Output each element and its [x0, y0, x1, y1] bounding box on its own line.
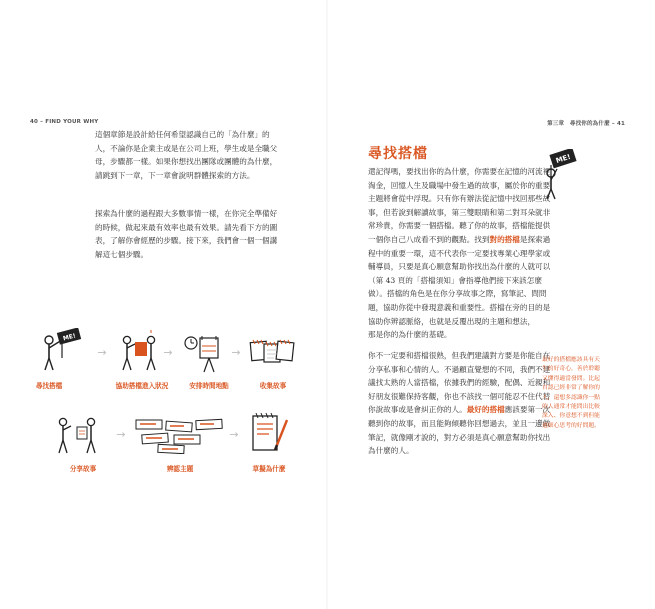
- note-line: 深入、你意想不到但能: [542, 413, 600, 420]
- flow-arrow: →: [229, 428, 239, 441]
- text-line: 解這七個步驟。: [95, 249, 149, 259]
- collect-stories-illustration: [249, 336, 295, 372]
- identify-themes-illustration: [134, 418, 226, 454]
- step-label-find-partner: 尋找搭檔: [35, 382, 63, 390]
- step-label-schedule: 安排時間地點: [189, 382, 229, 390]
- me-sign-text: ME!: [62, 332, 77, 343]
- text-line: 筆記，就像剛才說的，對方必須是真心願意幫助你找出: [368, 432, 551, 442]
- text-line: 協助你辨認脈絡，也就是反覆出現的主題和想法，: [368, 316, 536, 326]
- flow-arrow: →: [231, 346, 241, 359]
- text-line: 常珍貴，你需要一個搭檔。聽了你的故事，搭檔能提供: [368, 221, 551, 231]
- right-paragraph-2: [368, 349, 550, 458]
- draft-why-illustration: [247, 410, 291, 458]
- note-line: 人，還想多認識你一點: [542, 394, 600, 401]
- text-line: 為什麼的人。: [368, 446, 414, 456]
- right-running-head: 第三章 尋找你的為什麼 – 41: [547, 121, 625, 127]
- text-segment: 一個你自己八成看不到的觀點。找到: [368, 234, 490, 244]
- text-line: 議找太熟的人當搭檔，依據我們的經驗，配偶、近親和: [368, 378, 551, 388]
- text-segment: 你說故事或是會糾正你的人。: [368, 405, 467, 415]
- text-line: 程中的重要一環，這不代表你一定要找專業心理學家或: [368, 248, 551, 258]
- text-line: 分享私事和心情的人。不過顧直覺想的不同，我們不建: [368, 364, 551, 374]
- section-title: 尋找搭檔: [368, 146, 428, 162]
- text-line: 那是你的為什麼的基礎。: [368, 330, 452, 340]
- text-line: 表，了解你會經歷的步驟。接下來，我們會一個一個講: [95, 236, 278, 246]
- left-paragraph-2: [95, 207, 277, 261]
- flow-arrow: →: [116, 428, 126, 441]
- note-line: 的人通常才能問出比較: [542, 404, 600, 411]
- step-label-collect-stories: 收集故事: [259, 382, 287, 390]
- text-line: （第 43 頁的「搭檔須知」會指導他們接下來該怎麼: [368, 275, 542, 285]
- schedule-meeting-illustration: [182, 332, 224, 374]
- text-line: 好朋友很難保持客觀，你也不該找一個可能忍不住代替: [368, 391, 551, 401]
- text-line: 聽到你的故事，而且能夠傾聽你回想過去，並且一邊做: [368, 418, 551, 428]
- text-segment: 應該要第一次: [504, 405, 551, 415]
- briefing-partner-illustration: [117, 330, 159, 374]
- note-line: 過細心思考的好問題。: [542, 422, 600, 429]
- text-line: 題，協助你從中發現意義和重要性。搭檔在旁的目的是: [368, 302, 551, 312]
- text-line: 淘金，回憶人生及職場中發生過的故事，屬於你的重要: [368, 180, 551, 190]
- step-label-draft-why: 草擬為什麼: [252, 465, 286, 473]
- step-label-share-stories: 分享故事: [69, 465, 97, 473]
- left-paragraph-1: [95, 128, 277, 182]
- step-label-identify-themes: 辨認主題: [166, 465, 194, 473]
- flow-arrow: →: [97, 346, 107, 359]
- text-line: 這個章節是設計給任何希望認識自己的「為什麼」的: [95, 130, 270, 139]
- margin-note: [542, 356, 622, 431]
- text-line: 主題將會從中浮現。只有你有辦法從記憶中找回那些故: [368, 194, 551, 204]
- highlight-right-partner: 對的搭檔: [489, 234, 520, 244]
- text-line: 請跳到下一章，下一章會說明群體探索的方法。: [95, 170, 255, 180]
- flow-arrow: →: [163, 346, 173, 359]
- text-segment: 是探索過: [519, 234, 551, 244]
- text-line: [368, 403, 550, 417]
- text-line: 母，步驟都一樣。如果你想找出團隊或團體的為什麼，: [95, 157, 278, 167]
- text-line: 還記得嗎，要找出你的為什麼，你需要在記憶的河流裡: [368, 167, 551, 176]
- text-line: 探索為什麼的過程跟大多數事情一樣，在你完全準備好: [95, 209, 278, 218]
- note-line: 自認已經非常了解你的: [542, 385, 600, 392]
- find-partner-illustration: [36, 328, 84, 374]
- text-line: 人，不論你是企業主或是在公司上班，學生或是全職父: [95, 143, 278, 153]
- text-line: 事，但若說到解讀故事，第三雙眼睛和第二對耳朵就非: [368, 207, 551, 217]
- left-running-head: 40 – FIND YOUR WHY: [30, 119, 99, 125]
- text-line: [368, 233, 550, 247]
- share-stories-illustration: [53, 413, 105, 457]
- text-line: 輔導員，只要是真心願意幫助你找出為什麼的人就可以: [368, 262, 551, 272]
- step-label-brief-partner: 協助搭檔進入狀況: [115, 382, 169, 390]
- note-line: 又懂得適當發問。比起: [542, 375, 600, 382]
- text-line: 你不一定要和搭檔很熟，但我們建議對方要是你能自在: [368, 351, 551, 360]
- note-line: 生的好奇心，善於聆聽: [542, 366, 600, 373]
- note-line: 最好的搭檔應該具有天: [542, 357, 600, 363]
- text-line: 做）。搭檔的角色是在你分享故事之際，寫筆記、問問: [368, 289, 547, 299]
- text-line: 的時候，做起來最有效率也最有效果。請先看下方的圖: [95, 222, 278, 232]
- page-gutter: [326, 0, 328, 609]
- right-paragraph-1: [368, 165, 550, 342]
- me-sign-text: ME!: [554, 152, 572, 166]
- highlight-best-partner: 最好的搭檔: [466, 405, 505, 415]
